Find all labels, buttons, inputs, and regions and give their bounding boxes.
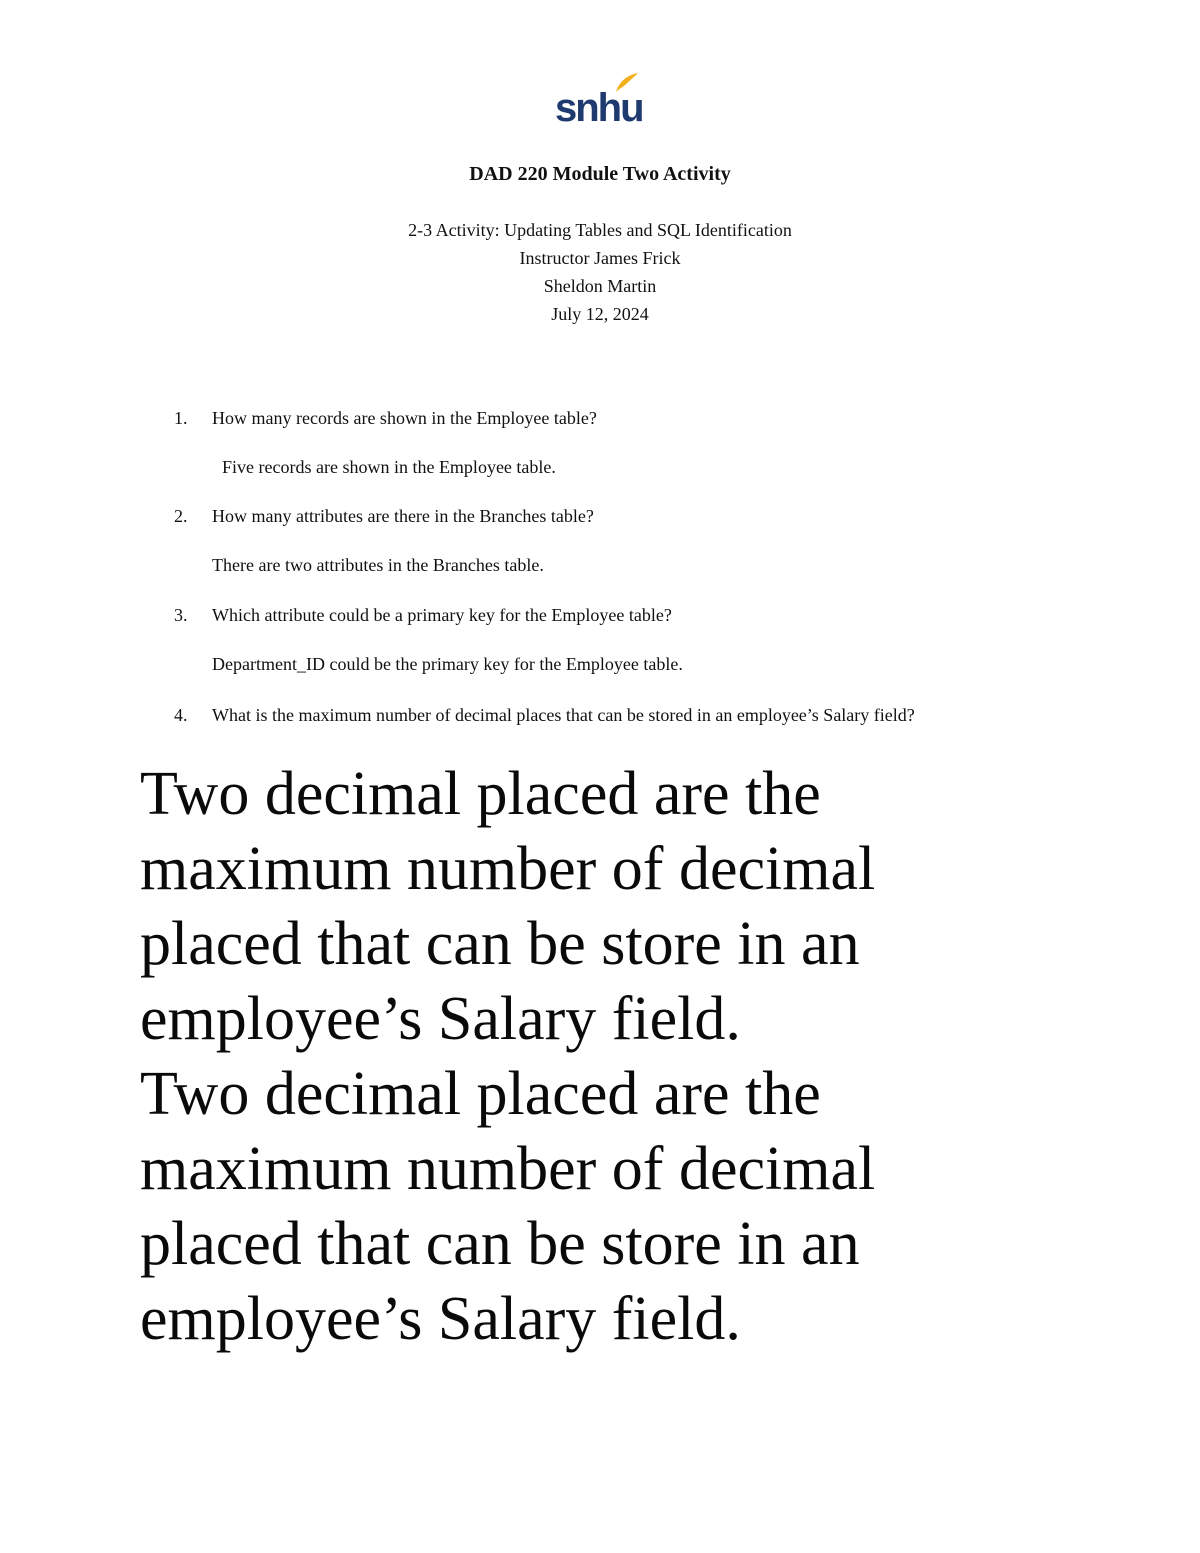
large-answer-text [140,757,1040,1357]
question-item [0,701,1200,729]
question-number: 3. [174,605,188,625]
question-number: 2. [174,506,188,526]
question-number: 1. [174,408,188,428]
answer-line: maximum number of decimal [140,1135,876,1203]
logo-wordmark: snhu [555,86,643,130]
question-number: 4. [174,705,188,725]
date-line: July 12, 2024 [551,304,649,324]
activity-subtitle: 2-3 Activity: Updating Tables and SQL Identification [408,220,792,240]
question-item [0,404,1200,432]
question-text: How many records are shown in the Employee table? [212,408,597,428]
answer-line: maximum number of decimal [140,835,876,903]
document-title: DAD 220 Module Two Activity [469,163,731,185]
answer-text: Five records are shown in the Employee table. [222,457,556,477]
answer-line: placed that can be store in an [140,1210,860,1278]
answer-text: Department_ID could be the primary key for the Employee table. [212,654,683,674]
answer-line: Two decimal placed are the [140,1060,821,1128]
answer-line: Two decimal placed are the [140,760,821,828]
question-text: What is the maximum number of decimal places that can be stored in an employee’s Salary field? [212,705,915,725]
answer-line: placed that can be store in an [140,910,860,978]
snhu-logo [555,72,643,134]
question-item [0,601,1200,629]
answer-text: There are two attributes in the Branches table. [212,555,544,575]
question-text: Which attribute could be a primary key for the Employee table? [212,605,672,625]
question-item [0,502,1200,530]
answer-line: employee’s Salary field. [140,1285,741,1353]
document-header [0,216,1200,328]
instructor-line: Instructor James Frick [519,248,681,268]
question-text: How many attributes are there in the Branches table? [212,506,594,526]
answer-line: employee’s Salary field. [140,985,741,1053]
author-line: Sheldon Martin [543,276,657,296]
